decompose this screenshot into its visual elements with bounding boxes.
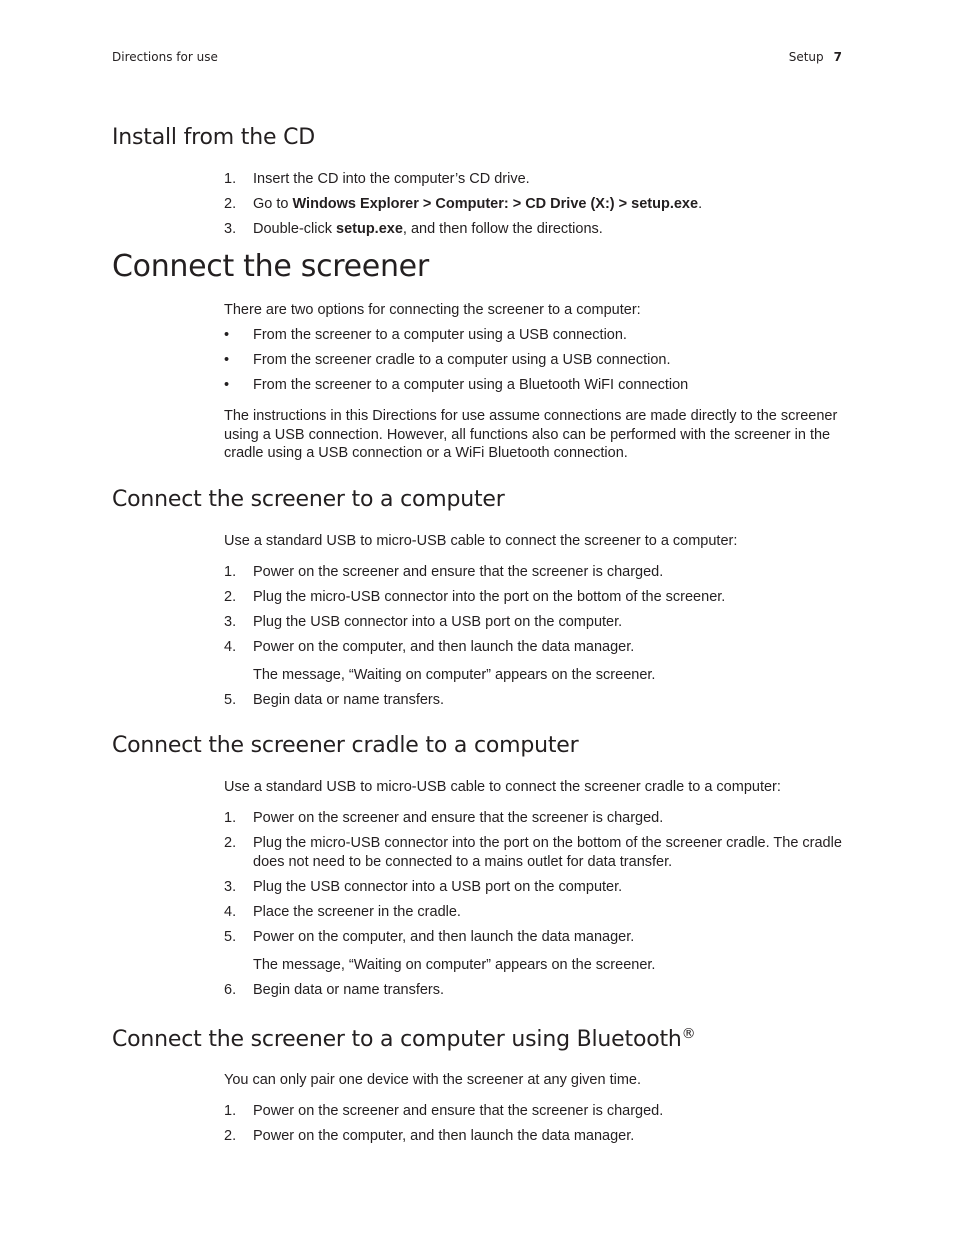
- cradle-heading: Connect the screener cradle to a computer: [112, 733, 579, 758]
- text-run: .: [698, 196, 703, 212]
- bullet-symbol: •: [224, 377, 230, 393]
- list-text: Begin data or name transfers.: [253, 982, 445, 998]
- usb-intro: Use a standard USB to micro-USB cable to connect the screener to a computer:: [224, 533, 738, 549]
- list-text: [253, 195, 843, 214]
- text-run: Go to: [253, 196, 293, 212]
- list-text: Power on the screener and ensure that the screener is charged.: [253, 810, 664, 826]
- file-name: setup.exe: [336, 221, 403, 237]
- bullet-symbol: •: [224, 352, 230, 368]
- install-heading: Install from the CD: [112, 125, 316, 150]
- connect-heading: Connect the screener: [112, 249, 429, 284]
- bullet-text: From the screener to a computer using a Bluetooth WiFI connection: [253, 377, 689, 393]
- list-text: Power on the computer, and then launch the data manager.: [253, 929, 635, 945]
- cradle-intro: Use a standard USB to micro-USB cable to connect the screener cradle to a computer:: [224, 779, 781, 795]
- list-number: 2.: [224, 835, 237, 851]
- list-number: 1.: [224, 810, 237, 826]
- connect-paragraph: The instructions in this Directions for use assume connections are made directly to the screener using a USB connection. However, all functions also can be performed with the screener in the cradle using a USB connection or a WiFi Bluetooth connection.: [224, 408, 838, 461]
- list-number: 4.: [224, 639, 237, 655]
- list-number: 3.: [224, 879, 237, 895]
- list-number: 4.: [224, 904, 237, 920]
- bluetooth-intro: You can only pair one device with the screener at any given time.: [224, 1072, 641, 1088]
- text-run: , and then follow the directions.: [402, 221, 603, 237]
- list-text: Power on the screener and ensure that the screener is charged.: [253, 1103, 664, 1119]
- bullet-symbol: •: [224, 327, 230, 343]
- step-note: The message, “Waiting on computer” appears on the screener.: [253, 667, 656, 683]
- path-text: Windows Explorer > Computer: > CD Drive (X:) > setup.exe: [292, 196, 699, 212]
- list-number: 2.: [224, 1128, 237, 1144]
- text-run: Double-click: [253, 221, 336, 237]
- list-number: 5.: [224, 692, 237, 708]
- list-number: 1.: [224, 564, 237, 580]
- list-number: 3.: [224, 221, 237, 237]
- list-number: 2.: [224, 196, 237, 212]
- step-note: The message, “Waiting on computer” appears on the screener.: [253, 957, 656, 973]
- page-number: 7: [833, 50, 842, 64]
- list-number: 1.: [224, 171, 237, 187]
- registered-mark: ®: [681, 1026, 696, 1042]
- list-number: 1.: [224, 1103, 237, 1119]
- list-number: 5.: [224, 929, 237, 945]
- list-number: 3.: [224, 614, 237, 630]
- list-text: [253, 220, 843, 239]
- list-text: Plug the micro-USB connector into the port on the bottom of the screener cradle. The cradle does not need to be connected to a mains outlet for data transfer.: [253, 835, 842, 870]
- list-text: Power on the computer, and then launch the data manager.: [253, 639, 635, 655]
- bluetooth-heading-text: Connect the screener to a computer using Bluetooth: [112, 1027, 682, 1052]
- list-text: Plug the micro-USB connector into the port on the bottom of the screener.: [253, 589, 726, 605]
- list-text: Power on the screener and ensure that the screener is charged.: [253, 564, 664, 580]
- connect-intro: There are two options for connecting the screener to a computer:: [224, 302, 641, 318]
- list-text: Plug the USB connector into a USB port on the computer.: [253, 614, 623, 630]
- list-text: Insert the CD into the computer’s CD drive.: [253, 171, 530, 187]
- list-text: Begin data or name transfers.: [253, 692, 445, 708]
- bullet-text: From the screener cradle to a computer using a USB connection.: [253, 352, 671, 368]
- list-text: Power on the computer, and then launch the data manager.: [253, 1128, 635, 1144]
- list-number: 6.: [224, 982, 237, 998]
- usb-heading: Connect the screener to a computer: [112, 487, 505, 512]
- running-header-section: [789, 50, 842, 64]
- bluetooth-heading: [112, 1026, 695, 1052]
- bullet-text: From the screener to a computer using a USB connection.: [253, 327, 627, 343]
- list-text: Place the screener in the cradle.: [253, 904, 461, 920]
- running-header-title: Directions for use: [112, 50, 218, 64]
- list-number: 2.: [224, 589, 237, 605]
- header-section-label: Setup: [788, 50, 824, 64]
- list-text: Plug the USB connector into a USB port on the computer.: [253, 879, 623, 895]
